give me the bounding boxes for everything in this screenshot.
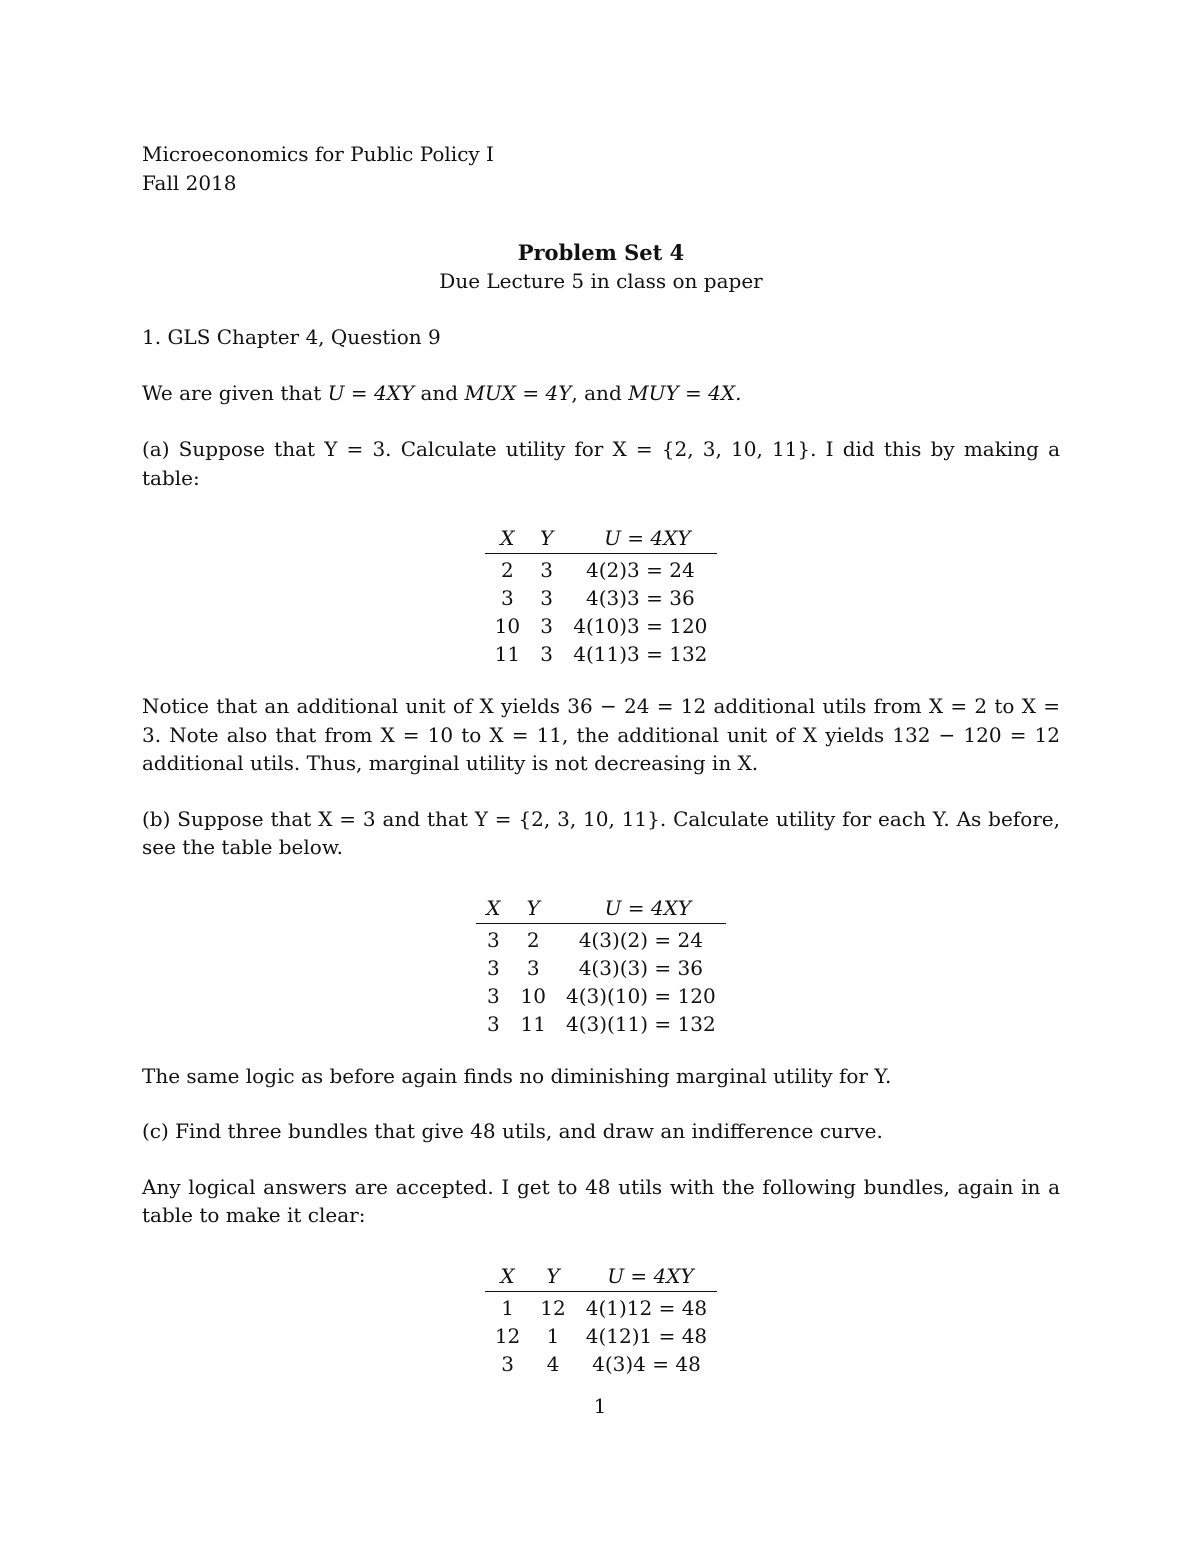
table-row — [476, 923, 725, 954]
course-name: Microeconomics for Public Policy I — [142, 142, 494, 166]
cell-x: 3 — [487, 927, 500, 952]
cell-y: 10 — [520, 983, 546, 1008]
cell-u: 4(3)4 = 48 — [592, 1351, 701, 1376]
col-header-u: U = 4XY — [563, 526, 717, 554]
cell-u: 4(11)3 = 132 — [573, 642, 708, 666]
col-header-x: X — [485, 526, 530, 554]
col-header-x: X — [476, 896, 510, 924]
cell-x: 3 — [501, 1351, 514, 1376]
part-b-conclusion: The same logic as before again finds no diminishing marginal utility for Y. — [142, 1063, 892, 1088]
col-header-y: Y — [530, 526, 563, 554]
cell-x: 12 — [494, 1323, 521, 1348]
table-row — [476, 954, 725, 982]
cell-y: 12 — [540, 1295, 566, 1320]
cell-y: 3 — [540, 642, 554, 666]
table-row — [476, 1010, 725, 1038]
col-header-u: U = 4XY — [556, 896, 726, 924]
page-number: 1 — [593, 1394, 607, 1418]
table-header-row — [485, 1264, 717, 1292]
cell-x: 11 — [494, 642, 521, 666]
table-part-b — [476, 896, 725, 1038]
part-a-prompt: (a) Suppose that Y = 3. Calculate utility for X = {2, 3, 10, 11}. I did this by making a table: — [142, 437, 1060, 490]
part-b-prompt: (b) Suppose that X = 3 and that Y = {2, 3, 10, 11}. Calculate utility for each Y. As before, see the table below. — [142, 806, 1060, 859]
col-header-y: Y — [530, 1264, 575, 1292]
cell-y: 3 — [526, 955, 540, 980]
table-row — [476, 982, 725, 1010]
table-header-row — [476, 896, 725, 924]
table-row — [485, 1350, 717, 1378]
part-c-answer: Any logical answers are accepted. I get to 48 utils with the following bundles, again in a table to make it clear: — [142, 1174, 1060, 1227]
given-utility: U = 4XY — [327, 381, 415, 405]
cell-u: 4(2)3 = 24 — [585, 558, 695, 582]
cell-y: 3 — [540, 614, 554, 638]
question-heading: 1. GLS Chapter 4, Question 9 — [142, 325, 441, 349]
cell-u: 4(12)1 = 48 — [585, 1323, 708, 1348]
cell-y: 1 — [546, 1323, 560, 1348]
cell-y: 3 — [540, 558, 554, 582]
table-part-c — [485, 1264, 717, 1378]
cell-u: 4(3)(11) = 132 — [565, 1011, 716, 1036]
cell-u: 4(3)(10) = 120 — [565, 983, 716, 1008]
term: Fall 2018 — [142, 171, 237, 195]
col-header-y: Y — [511, 896, 556, 924]
table-part-a — [485, 526, 718, 668]
table-header-row — [485, 526, 718, 554]
document-page — [142, 140, 1060, 1378]
cell-u: 4(3)3 = 36 — [585, 586, 695, 610]
due-date: Due Lecture 5 in class on paper — [439, 269, 763, 293]
cell-y: 2 — [526, 927, 540, 952]
cell-y: 11 — [520, 1011, 546, 1036]
col-header-x: X — [485, 1264, 530, 1292]
cell-u: 4(10)3 = 120 — [573, 614, 708, 638]
given-statement — [142, 379, 1060, 408]
table-row — [485, 584, 718, 612]
cell-y: 4 — [546, 1351, 560, 1376]
given-and-2: , and — [571, 381, 622, 405]
cell-x: 3 — [487, 1011, 500, 1036]
table-row — [485, 1291, 717, 1322]
problem-set-title: Problem Set 4 — [517, 240, 685, 265]
table-row — [485, 640, 718, 668]
part-c-prompt: (c) Find three bundles that give 48 utils, and draw an indifference curve. — [142, 1119, 883, 1143]
cell-x: 3 — [500, 586, 514, 610]
given-muy: MUY = 4X. — [628, 381, 742, 405]
cell-u: 4(1)12 = 48 — [585, 1295, 708, 1320]
table-row — [485, 1322, 717, 1350]
given-and: and — [420, 381, 459, 405]
given-mux: MUX = 4Y — [464, 381, 572, 405]
table-row — [485, 612, 718, 640]
given-lead: We are given that — [142, 381, 322, 405]
cell-x: 1 — [501, 1295, 514, 1320]
cell-u: 4(3)(3) = 36 — [578, 955, 703, 980]
col-header-u: U = 4XY — [576, 1264, 717, 1292]
cell-u: 4(3)(2) = 24 — [578, 927, 703, 952]
cell-y: 3 — [540, 586, 554, 610]
cell-x: 2 — [500, 558, 514, 582]
table-row — [485, 554, 718, 585]
cell-x: 10 — [494, 614, 521, 638]
cell-x: 3 — [487, 983, 500, 1008]
part-a-notice: Notice that an additional unit of X yields 36 − 24 = 12 additional utils from X = 2 to X = 3. Note also that from X = 10 to X = 11, the additional unit of X yields 132 − 120 = 12 additional utils. Thus, marginal utility is not decreasing in X. — [142, 694, 1060, 775]
cell-x: 3 — [487, 955, 500, 980]
